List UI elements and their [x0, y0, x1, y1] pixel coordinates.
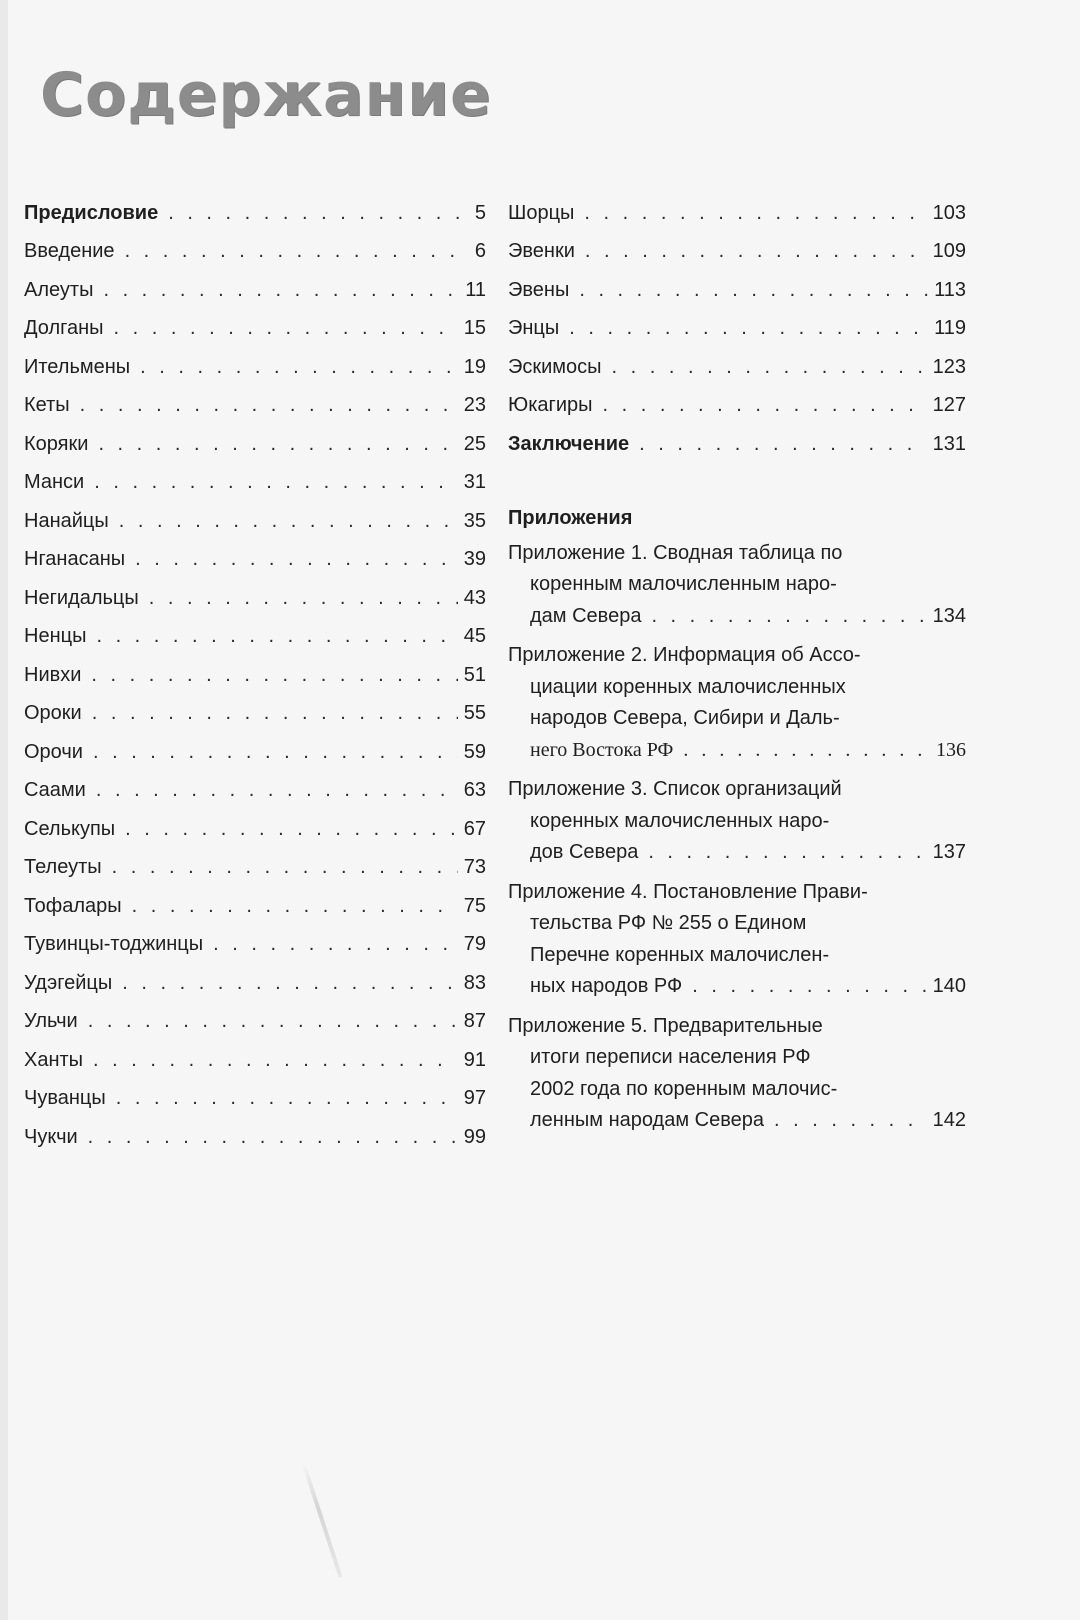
- toc-entry-label: Ненцы: [24, 625, 87, 647]
- toc-entry: [24, 302, 486, 341]
- toc-entry-label: Эвенки: [508, 240, 575, 262]
- toc-entry-page: 99: [463, 1125, 486, 1148]
- dot-leader: [94, 471, 458, 494]
- toc-entry-label: Орочи: [24, 740, 83, 763]
- toc-entry-page: 109: [932, 240, 966, 262]
- appendix-line: циации коренных малочисленных: [530, 675, 846, 698]
- toc-entry-page: 131: [932, 432, 966, 455]
- toc-entry-page: 55: [463, 702, 486, 724]
- toc-entry-page: 73: [463, 856, 486, 878]
- dot-leader: [125, 818, 458, 841]
- toc-entry-page: 11: [465, 278, 486, 301]
- toc-entry-page: 51: [463, 663, 486, 686]
- toc-entry-page: 39: [463, 548, 486, 570]
- toc-entry-label: Тофалары: [24, 894, 122, 917]
- toc-entry-page: 113: [934, 278, 966, 301]
- appendix-line: Приложение 3. Список организаций: [508, 778, 842, 800]
- toc-entry-label: Телеуты: [24, 856, 102, 878]
- appendix-line: Приложение 1. Сводная таблица по: [508, 541, 843, 564]
- dot-leader: [114, 317, 458, 340]
- toc-entry: [508, 417, 966, 456]
- toc-entry: [24, 225, 486, 264]
- toc-entry-page: 83: [463, 971, 486, 994]
- dot-leader: [168, 202, 469, 225]
- dot-leader: [569, 317, 928, 340]
- appendix-line: Приложение 2. Информация об Ассо-: [508, 644, 861, 666]
- toc-entry-label: Манси: [24, 471, 85, 493]
- dot-leader: [132, 895, 458, 918]
- toc-entry: [24, 725, 486, 764]
- toc-entry-page: 103: [932, 201, 966, 224]
- toc-entry-page: 119: [934, 317, 966, 339]
- dot-leader: [80, 394, 458, 417]
- toc-entry-page: 25: [463, 432, 486, 455]
- toc-entry-label: Ительмены: [24, 355, 131, 378]
- toc-entry-page: 91: [463, 1048, 486, 1071]
- appendix-line: тельства РФ № 255 о Едином: [530, 912, 807, 934]
- toc-entry: [24, 417, 486, 456]
- appendix-line: дов Севера: [530, 841, 639, 863]
- toc-entry: [24, 263, 486, 302]
- toc-entry-label: Шорцы: [508, 201, 575, 224]
- appendix-page: 136: [936, 738, 966, 761]
- toc-entry-page: 97: [463, 1087, 486, 1109]
- dot-leader: [96, 625, 457, 648]
- toc-right-column: [508, 186, 966, 1137]
- toc-entry-page: 75: [463, 894, 486, 917]
- toc-entry-label: Удэгейцы: [24, 971, 113, 994]
- toc-entry: [508, 263, 966, 302]
- dot-leader: [88, 1126, 458, 1149]
- toc-entry: [24, 1110, 486, 1149]
- toc-entry-page: 45: [463, 625, 486, 647]
- toc-entry: [24, 802, 486, 841]
- toc-entry-label: Долганы: [24, 317, 104, 339]
- toc-entry-label: Юкагиры: [508, 394, 593, 416]
- toc-entry: [24, 533, 486, 572]
- toc-entry-label: Чукчи: [24, 1125, 78, 1148]
- toc-entry: [508, 340, 966, 379]
- appendix-page: 134: [932, 604, 966, 627]
- dot-leader: [584, 202, 926, 225]
- toc-entry: [24, 879, 486, 918]
- toc-entry-label: Чуванцы: [24, 1087, 106, 1109]
- toc-entry: [24, 687, 486, 726]
- appendix-page: 140: [932, 975, 966, 997]
- dot-leader: [88, 1010, 458, 1033]
- toc-entry: [24, 1072, 486, 1111]
- appendix-last-line: [508, 971, 966, 1003]
- toc-entry: [24, 995, 486, 1034]
- toc-entry: [24, 456, 486, 495]
- toc-entry-label: Тувинцы-тоджинцы: [24, 933, 204, 955]
- toc-entry-label: Селькупы: [24, 817, 116, 840]
- appendix-line: Приложение 4. Постановление Прави-: [508, 880, 868, 903]
- appendix-last-line: [508, 735, 966, 767]
- appendix-entry: [508, 1011, 966, 1137]
- toc-entry-page: 63: [463, 779, 486, 801]
- scan-smudge: [302, 1462, 343, 1577]
- page-title: Содержание: [40, 60, 492, 130]
- toc-entry-page: 19: [463, 355, 486, 378]
- toc-entry-label: Коряки: [24, 432, 89, 455]
- toc-entry-page: 43: [463, 586, 486, 609]
- appendix-heading: Приложения: [508, 506, 633, 529]
- toc-left-column: [24, 186, 486, 1149]
- appendix-page: 142: [932, 1109, 966, 1131]
- toc-entry-label: Предисловие: [24, 201, 159, 224]
- dot-leader: [651, 601, 926, 633]
- dot-leader: [639, 433, 926, 456]
- dot-leader: [93, 741, 458, 764]
- appendix-last-line: [508, 1105, 966, 1137]
- dot-leader: [135, 548, 458, 571]
- dot-leader: [91, 664, 457, 687]
- toc-entry-page: 67: [463, 817, 486, 840]
- toc-entry: [24, 186, 486, 225]
- toc-entry: [24, 494, 486, 533]
- document-page: [8, 0, 1080, 1620]
- appendix-last-line: [508, 601, 966, 633]
- appendix-line: ленным народам Севера: [530, 1109, 764, 1131]
- dot-leader: [149, 587, 458, 610]
- dot-leader: [125, 240, 469, 263]
- toc-entry: [24, 340, 486, 379]
- dot-leader: [612, 356, 927, 379]
- appendix-entry: [508, 877, 966, 1003]
- appendix-page: 137: [932, 841, 966, 863]
- toc-entry-label: Кеты: [24, 394, 70, 416]
- dot-leader: [683, 735, 930, 767]
- toc-entry: [508, 225, 966, 264]
- toc-entry-page: 6: [474, 240, 486, 262]
- toc-entry-label: Алеуты: [24, 278, 94, 301]
- appendix-line: 2002 года по коренным малочис-: [530, 1077, 838, 1100]
- toc-entry-label: Эвены: [508, 278, 570, 301]
- dot-leader: [103, 279, 459, 302]
- toc-entry-page: 127: [932, 394, 966, 416]
- toc-entry-label: Нивхи: [24, 663, 82, 686]
- toc-entry-label: Эскимосы: [508, 355, 602, 378]
- dot-leader: [213, 933, 458, 956]
- dot-leader: [692, 971, 926, 1003]
- toc-entry-label: Нганасаны: [24, 548, 126, 570]
- toc-entry: [24, 1033, 486, 1072]
- appendix-line: Приложение 5. Предварительные: [508, 1014, 823, 1037]
- toc-entry: [24, 841, 486, 880]
- toc-entry-page: 79: [463, 933, 486, 955]
- appendix-line: него Востока РФ: [530, 738, 674, 761]
- dot-leader: [112, 856, 458, 879]
- appendix-entry: [508, 538, 966, 633]
- appendix-entry: [508, 640, 966, 766]
- toc-entry-page: 35: [463, 509, 486, 532]
- dot-leader: [92, 702, 458, 725]
- dot-leader: [579, 279, 928, 302]
- toc-entry: [24, 379, 486, 418]
- toc-right-entries: [508, 186, 966, 456]
- toc-entry-label: Саами: [24, 779, 86, 801]
- dot-leader: [119, 510, 458, 533]
- toc-entry-label: Негидальцы: [24, 586, 139, 609]
- dot-leader: [602, 394, 926, 417]
- dot-leader: [585, 240, 927, 263]
- toc-entry-label: Энцы: [508, 317, 560, 339]
- toc-entry: [24, 956, 486, 995]
- appendix-line: народов Севера, Сибири и Даль-: [530, 707, 840, 729]
- dot-leader: [98, 433, 457, 456]
- appendix-line: коренных малочисленных наро-: [530, 809, 830, 832]
- dot-leader: [648, 837, 926, 869]
- appendix-line: итоги переписи населения РФ: [530, 1046, 811, 1068]
- toc-entry-label: Ханты: [24, 1048, 84, 1071]
- toc-entry-page: 5: [474, 201, 486, 224]
- toc-entry-page: 31: [463, 471, 486, 493]
- toc-entry: [508, 186, 966, 225]
- appendix-last-line: [508, 837, 966, 869]
- toc-entry: [508, 379, 966, 418]
- dot-leader: [96, 779, 458, 802]
- toc-entry-label: Ороки: [24, 702, 82, 724]
- dot-leader: [122, 972, 458, 995]
- toc-entry-label: Заключение: [508, 432, 630, 455]
- dot-leader: [116, 1087, 458, 1110]
- dot-leader: [140, 356, 458, 379]
- toc-entry-page: 123: [932, 355, 966, 378]
- toc-entry-label: Ульчи: [24, 1010, 78, 1032]
- appendix-entry: [508, 774, 966, 869]
- toc-entry: [24, 764, 486, 803]
- toc-entry-page: 59: [463, 740, 486, 763]
- toc-entry-label: Нанайцы: [24, 509, 109, 532]
- appendix-list: [508, 538, 966, 1137]
- toc-entry-page: 23: [463, 394, 486, 416]
- toc-entry-page: 15: [463, 317, 486, 339]
- toc-entry: [24, 648, 486, 687]
- toc-entry: [508, 302, 966, 341]
- toc-entry: [24, 610, 486, 649]
- toc-entry-page: 87: [463, 1010, 486, 1032]
- dot-leader: [93, 1049, 458, 1072]
- dot-leader: [774, 1105, 927, 1137]
- appendix-line: дам Севера: [530, 604, 642, 627]
- appendix-line: Перечне коренных малочислен-: [530, 943, 830, 966]
- toc-entry-label: Введение: [24, 240, 115, 262]
- toc-entry: [24, 918, 486, 957]
- toc-entry: [24, 571, 486, 610]
- appendix-line: коренным малочисленным наро-: [530, 573, 837, 595]
- appendix-line: ных народов РФ: [530, 975, 683, 997]
